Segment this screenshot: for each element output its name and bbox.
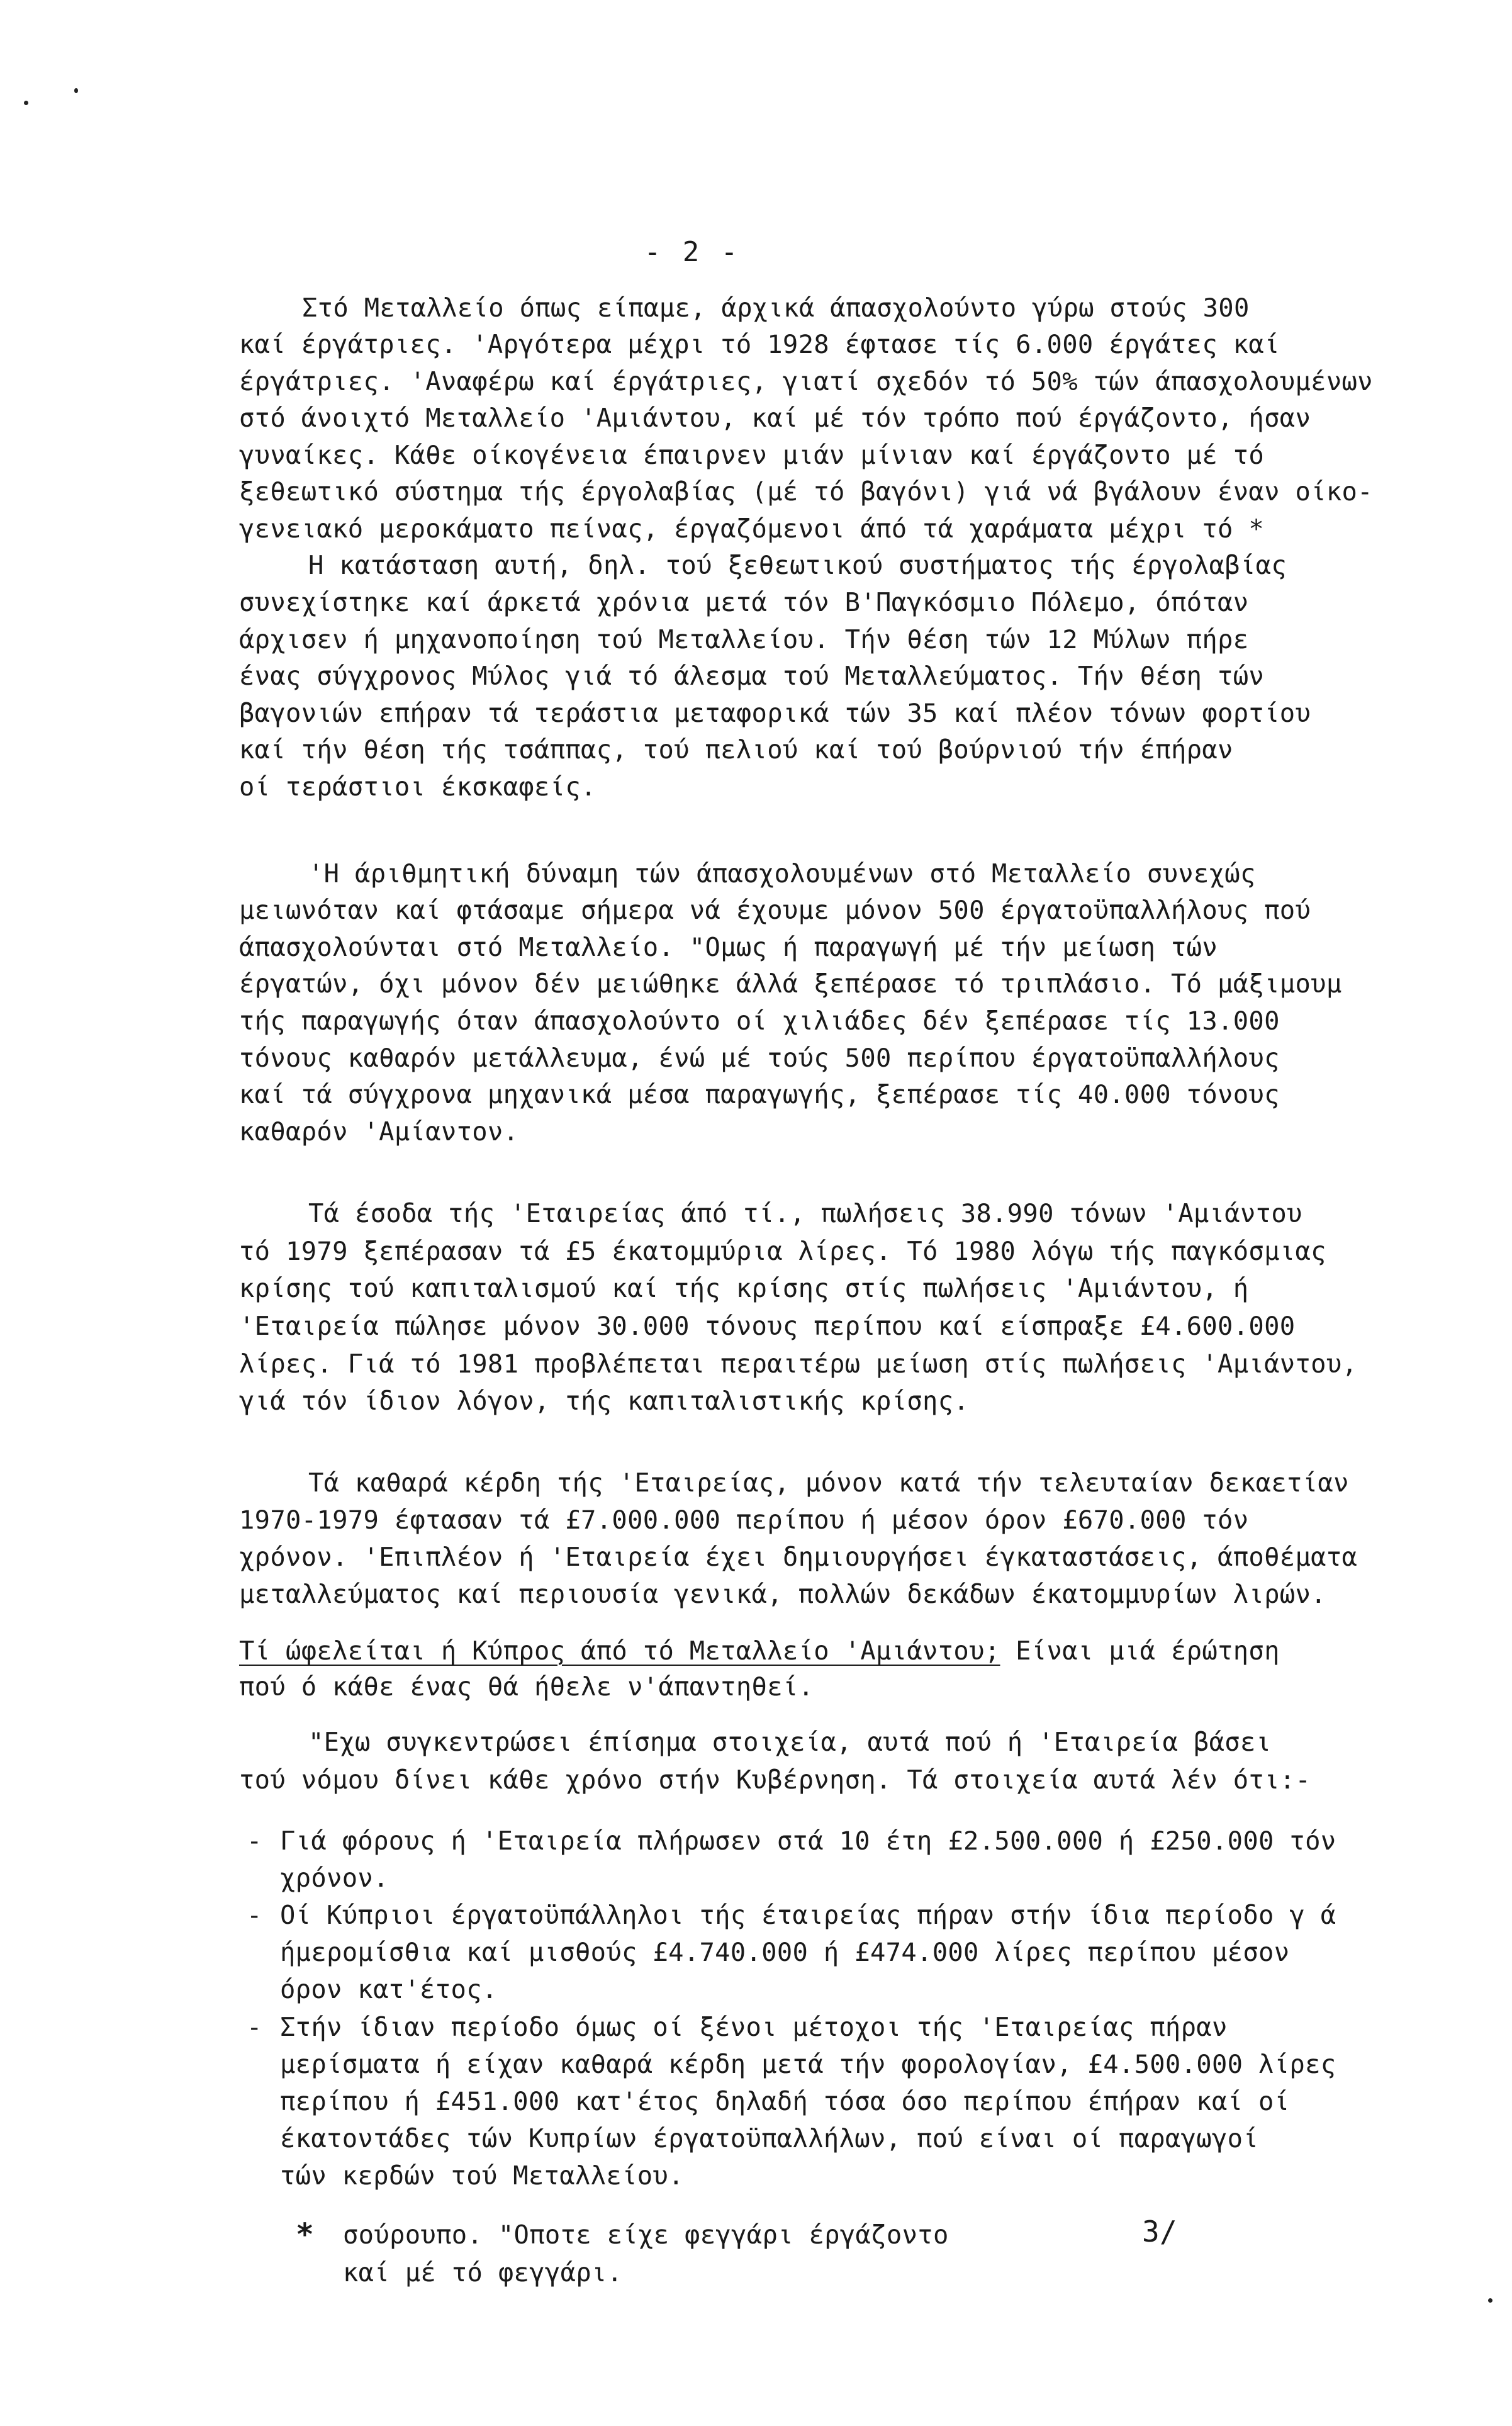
bullet-text-line: Οί Κύπριοι έργατοϋπάλληλοι τής έταιρείας πήραν στήν ίδια περίοδο γ ά	[280, 1900, 1336, 1930]
footnote-line: σούρουπο. "Οποτε είχε φεγγάρι έργάζοντο	[343, 2220, 949, 2250]
text-line: άπασχολούνται στό Μεταλλείο. "Ομως ή παραγωγή μέ τήν μείωση τών	[239, 932, 1218, 962]
bullet-text-line: Γιά φόρους ή 'Εταιρεία πλήρωσεν στά 10 έτη £2.500.000 ή £250.000 τόν	[280, 1826, 1336, 1856]
text-line: Τά έσοδα τής 'Εταιρείας άπό τί., πωλήσεις 38.990 τόνων 'Αμιάντου	[308, 1198, 1302, 1228]
text-line: καί έργάτριες. 'Αργότερα μέχρι τό 1928 έφτασε τίς 6.000 έργάτες καί	[239, 329, 1280, 359]
scan-speck	[1488, 2298, 1492, 2303]
page-number: - 2 -	[644, 236, 741, 268]
text-line: βαγονιών επήραν τά τεράστια μεταφορικά τών 35 καί πλέον τόνων φορτίου	[239, 698, 1311, 728]
text-line: τόνους καθαρόν μετάλλευμα, ένώ μέ τούς 500 περίπου έργατοϋπαλλήλους	[239, 1043, 1280, 1073]
bullet-text-line: Στήν ίδιαν περίοδο όμως οί ξένοι μέτοχοι τής 'Εταιρείας πήραν	[280, 2012, 1228, 2042]
text-line: μειωνόταν καί φτάσαμε σήμερα νά έχουμε μόνον 500 έργατοϋπαλλήλους πού	[239, 895, 1311, 925]
bullet-text-line: χρόνον.	[280, 1863, 389, 1893]
text-line: έργατών, όχι μόνον δέν μειώθηκε άλλά ξεπέρασε τό τριπλάσιο. Τό μάξιμουμ	[239, 969, 1342, 999]
text-line: στό άνοιχτό Μεταλλείο 'Αμιάντου, καί μέ τόν τρόπο πού έργάζοντο, ήσαν	[239, 403, 1311, 433]
text-line: καί τά σύγχρονα μηχανικά μέσα παραγωγής, ξεπέρασε τίς 40.000 τόνους	[239, 1079, 1280, 1109]
text-line: πού ό κάθε ένας θά ήθελε ν'άπαντηθεί.	[239, 1671, 814, 1702]
text-line: καθαρόν 'Αμίαντον.	[239, 1116, 519, 1147]
footnote-line: καί μέ τό φεγγάρι.	[343, 2257, 623, 2288]
text-line: χρόνον. 'Επιπλέον ή 'Εταιρεία έχει δημιουργήσει έγκαταστάσεις, άποθέματα	[239, 1542, 1358, 1572]
text-line: γιά τόν ίδιον λόγον, τής καπιταλιστικής κρίσης.	[239, 1386, 970, 1416]
question-tail: Είναι μιά έρώτηση	[1000, 1636, 1280, 1666]
text-line: ξεθεωτικό σύστημα τής έργολαβίας (μέ τό βαγόνι) γιά νά βγάλουν έναν οίκο-	[239, 476, 1373, 507]
bullet-text-line: τών κερδών τού Μεταλλείου.	[280, 2160, 684, 2191]
bullet-text-line: όρον κατ'έτος.	[280, 1974, 498, 2004]
text-line: Τά καθαρά κέρδη τής 'Εταιρείας, μόνον κατά τήν τελευταίαν δεκαετίαν	[308, 1468, 1349, 1498]
question-line	[239, 1634, 1280, 1667]
text-line: 1970-1979 έφτασαν τά £7.000.000 περίπου ή μέσον όρον £670.000 τόν	[239, 1505, 1249, 1535]
text-line: κρίσης τού καπιταλισμού καί τής κρίσης στίς πωλήσεις 'Αμιάντου, ή	[239, 1273, 1249, 1303]
text-line: τό 1979 ξεπέρασαν τά £5 έκατομμύρια λίρες. Τό 1980 λόγω τής παγκόσμιας	[239, 1236, 1326, 1266]
text-line: τού νόμου δίνει κάθε χρόνο στήν Κυβέρνηση. Τά στοιχεία αυτά λέν ότι:-	[239, 1765, 1311, 1795]
bullet-text-line: ήμερομίσθια καί μισθούς £4.740.000 ή £474.000 λίρες περίπου μέσον	[280, 1937, 1290, 1967]
bullet-dash: -	[247, 2012, 262, 2042]
text-line: λίρες. Γιά τό 1981 προβλέπεται περαιτέρω μείωση στίς πωλήσεις 'Αμιάντου,	[239, 1349, 1358, 1379]
text-line: "Εχω συγκεντρώσει έπίσημα στοιχεία, αυτά πού ή 'Εταιρεία βάσει	[308, 1727, 1272, 1757]
text-line: γενειακό μεροκάματο πείνας, έργαζόμενοι άπό τά χαράματα μέχρι τό *	[239, 514, 1265, 544]
bullet-text-line: μερίσματα ή είχαν καθαρά κέρδη μετά τήν φορολογίαν, £4.500.000 λίρες	[280, 2049, 1336, 2079]
text-line: έργάτριες. 'Αναφέρω καί έργάτριες, γιατί σχεδόν τό 50% τών άπασχολουμένων	[239, 366, 1373, 396]
text-line: καί τήν θέση τής τσάππας, τού πελιού καί τού βούρνιού τήν έπήραν	[239, 734, 1233, 765]
text-line: συνεχίστηκε καί άρκετά χρόνια μετά τόν Β'Παγκόσμιο Πόλεμο, όπόταν	[239, 587, 1249, 617]
text-line: 'Η άριθμητική δύναμη τών άπασχολουμένων στό Μεταλλείο συνεχώς	[308, 858, 1256, 889]
next-page-marker: 3/	[1142, 2215, 1177, 2249]
scan-speck	[24, 101, 28, 105]
text-line: άρχισεν ή μηχανοποίηση τού Μεταλλείου. Τήν θέση τών 12 Μύλων πήρε	[239, 624, 1249, 654]
bullet-dash: -	[247, 1900, 262, 1930]
text-line: ένας σύγχρονος Μύλος γιά τό άλεσμα τού Μεταλλεύματος. Τήν θέση τών	[239, 661, 1265, 691]
bullet-dash: -	[247, 1826, 262, 1856]
scan-speck	[74, 88, 78, 93]
text-line: Η κατάσταση αυτή, δηλ. τού ξεθεωτικού συστήματος τής έργολαβίας	[308, 550, 1287, 580]
text-line: Στό Μεταλλείο όπως είπαμε, άρχικά άπασχολούντο γύρω στούς 300	[302, 293, 1250, 323]
underlined-question: Τί ώφελείται ή Κύπρος άπό τό Μεταλλείο 'Αμιάντου;	[239, 1636, 1000, 1666]
bullet-text-line: έκατοντάδες τών Κυπρίων έργατοϋπαλλήλων, πού είναι οί παραγωγοί	[280, 2123, 1259, 2154]
text-line: οί τεράστιοι έκσκαφείς.	[239, 772, 596, 802]
text-line: τής παραγωγής όταν άπασχολούντο οί χιλιάδες δέν ξεπέρασε τίς 13.000	[239, 1006, 1280, 1036]
footnote-asterisk: *	[296, 2217, 314, 2252]
text-line: γυναίκες. Κάθε οίκογένεια έπαιρνεν μιάν μίνιαν καί έργάζοντο μέ τό	[239, 440, 1265, 470]
bullet-text-line: περίπου ή £451.000 κατ'έτος δηλαδή τόσα όσο περίπου έπήραν καί οί	[280, 2086, 1290, 2116]
text-line: μεταλλεύματος καί περιουσία γενικά, πολλών δεκάδων έκατομμυρίων λιρών.	[239, 1579, 1326, 1609]
text-line: 'Εταιρεία πώλησε μόνον 30.000 τόνους περίπου καί είσπραξε £4.600.000	[239, 1311, 1296, 1341]
